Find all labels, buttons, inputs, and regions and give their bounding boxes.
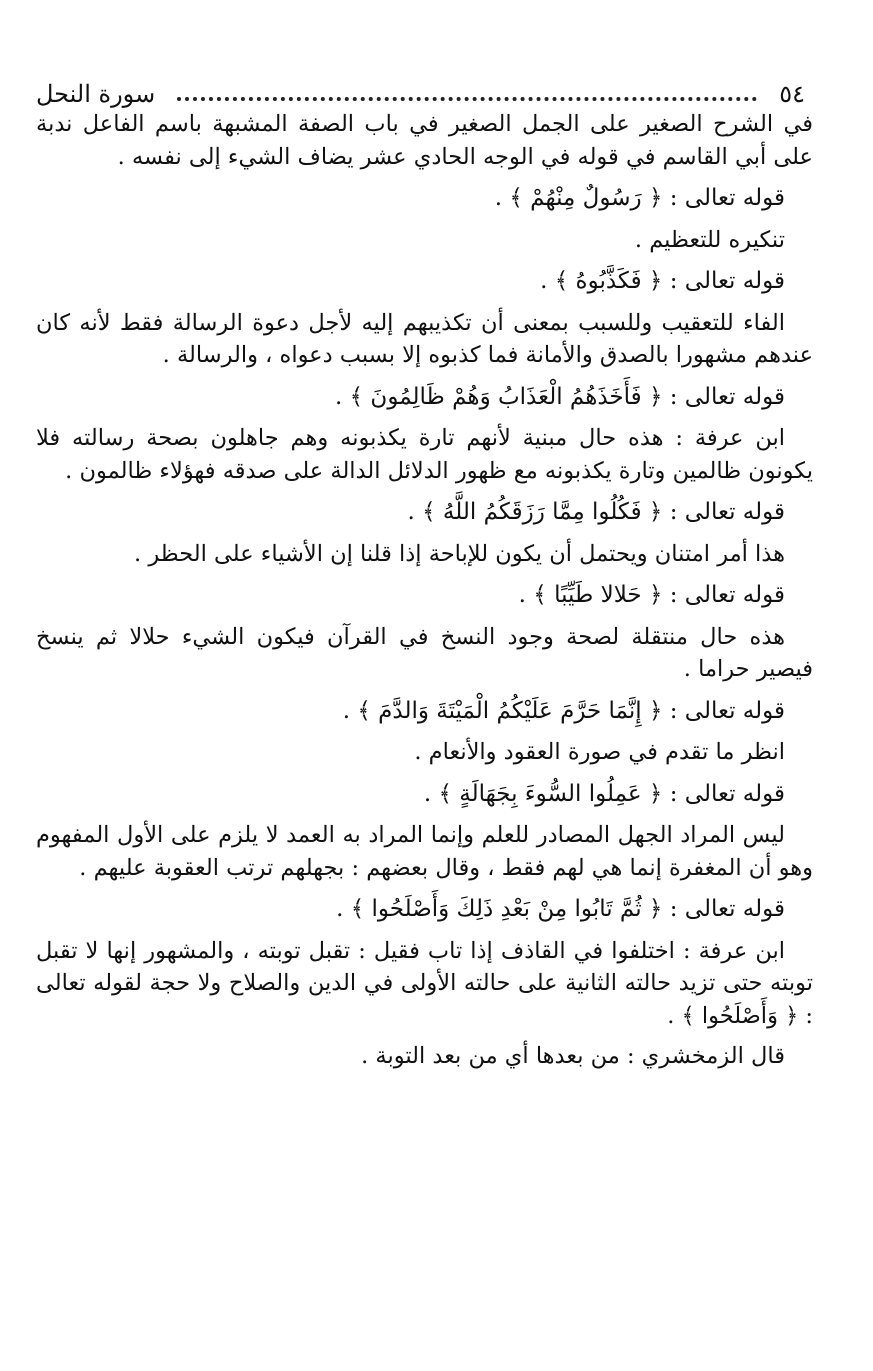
page-body	[36, 108, 813, 1073]
verse-heading: قوله تعالى : ﴿ رَسُولٌ مِنْهُمْ ﴾ .	[494, 185, 785, 211]
surah-title: سورة النحل	[36, 80, 156, 108]
paragraph: في الشرح الصغير على الجمل الصغير في باب الصفة المشبهة باسم الفاعل ندبة على أبي القاسم في قوله في الوجه الحادي عشر يضاف الشيء إلى نفسه .	[36, 111, 813, 170]
paragraph: ابن عرفة : هذه حال مبنية لأنهم تارة يكذبونه وهم جاهلون بصحة رسالته فلا يكونون ظالمين وتارة يكذبونه مع ظهور الدلائل الدالة على صدقه فهؤلاء ظالمون .	[36, 425, 813, 484]
verse-heading: قوله تعالى : ﴿ فَكُلُوا مِمَّا رَزَقَكُمُ اللَّهُ ﴾ .	[407, 499, 785, 525]
page-header	[36, 68, 805, 108]
verse-heading: قوله تعالى : ﴿ إِنَّمَا حَرَّمَ عَلَيْكُمُ الْمَيْتَةَ وَالدَّمَ ﴾ .	[342, 697, 785, 724]
verse-heading: قوله تعالى : ﴿ فَكَذَّبُوهُ ﴾ .	[540, 268, 785, 294]
verse-heading: قوله تعالى : ﴿ حَلالا طَيِّبًا ﴾ .	[518, 582, 785, 608]
verse-heading: قوله تعالى : ﴿ عَمِلُوا السُّوءَ بِجَهَالَةٍ ﴾ .	[423, 780, 785, 807]
verse-heading: قوله تعالى : ﴿ ثُمَّ تَابُوا مِنْ بَعْدِ ذَلِكَ وَأَصْلَحُوا ﴾ .	[336, 896, 785, 922]
paragraph: الفاء للتعقيب وللسبب بمعنى أن تكذيبهم إليه لأجل دعوة الرسالة فقط لأنه كان عندهم مشهورا بالصدق والأمانة فما كذبوه إلا بسبب دعواه ، والرسالة .	[36, 309, 813, 368]
paragraph: ليس المراد الجهل المصادر للعلم وإنما المراد به العمد لا يلزم على الأول المفهوم وهو أن المغفرة إنما هي لهم فقط ، وقال بعضهم : بجهلهم ترتب العقوبة عليهم .	[36, 822, 813, 881]
page-number: ٥٤	[779, 80, 805, 108]
paragraph: تنكيره للتعظيم .	[634, 226, 785, 253]
paragraph: انظر ما تقدم في صورة العقود والأنعام .	[414, 739, 785, 765]
paragraph: هذا أمر امتنان ويحتمل أن يكون للإباحة إذا قلنا إن الأشياء على الحظر .	[134, 540, 785, 567]
paragraph: هذه حال منتقلة لصحة وجود النسخ في القرآن فيكون الشيء حلالا ثم ينسخ فيصير حراما .	[36, 623, 813, 682]
paragraph: ابن عرفة : اختلفوا في القاذف إذا تاب فقيل : تقبل توبته ، والمشهور إنها لا تقبل توبته حتى تزيد حالته الثانية على حالته الأولى في الدين والصلاح ولا حجة لقوله تعالى : ﴿ وَأَصْلَحُوا ﴾ .	[36, 937, 813, 1029]
verse-heading: قوله تعالى : ﴿ فَأَخَذَهُمُ الْعَذَابُ وَهُمْ ظَالِمُونَ ﴾ .	[335, 383, 785, 410]
header-dotted-rule	[177, 97, 757, 101]
paragraph: قال الزمخشري : من بعدها أي من بعد التوبة .	[361, 1043, 785, 1069]
